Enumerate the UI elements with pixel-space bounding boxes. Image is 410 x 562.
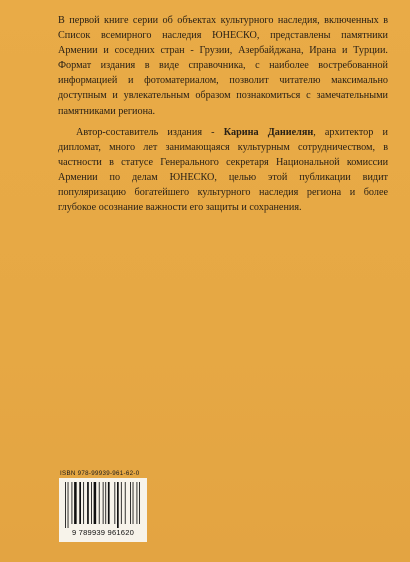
p1-line-5: максимально доступным и увлекательным образом познакомиться с замечательными: [58, 75, 389, 102]
p1-line-6: памятниками региона.: [58, 105, 156, 117]
p2-intro: Автор-составитель издания -: [76, 126, 224, 138]
p1-line-2: всемирного наследия ЮНЕСКО, представлены памятники Армении и соседних: [58, 30, 388, 57]
p1-line-1: В первой книге серии об объектах культурного наследия, включенных в Список: [58, 15, 388, 42]
p2-line-5: региона и более глубокое осознание важности его защиты и сохранения.: [58, 187, 388, 214]
barcode-bars-icon: [61, 480, 145, 530]
p2-line-4: целью этой публикации видит популяризацию богатейшего культурного наследия: [58, 171, 389, 199]
author-name: Карина Даниелян: [223, 126, 314, 138]
isbn-label: ISBN 978-99939-961-62-0: [60, 470, 140, 477]
annotation-paragraph-1: [58, 13, 388, 119]
p1-line-3: стран - Грузии, Азербайджана, Ирана и Турции. Формат издания в виде справочника,: [58, 45, 388, 72]
p1-line-4: с наиболее востребованной информацией и фотоматериалом, позволит читателю: [58, 60, 388, 87]
p2-intro-end: , архитектор и дипломат,: [58, 126, 388, 153]
p2-line-2: много лет занимающаяся культурным сотрудничеством, в частности в статусе: [58, 141, 389, 168]
p2-line-3: Генерального секретаря Национальной комиссии Армении по делам ЮНЕСКО,: [58, 156, 389, 183]
annotation-paragraph-2: [58, 125, 388, 216]
barcode-digits: 9 789939 961620: [71, 528, 135, 537]
annotation-text: [58, 13, 388, 221]
barcode: [59, 478, 147, 542]
